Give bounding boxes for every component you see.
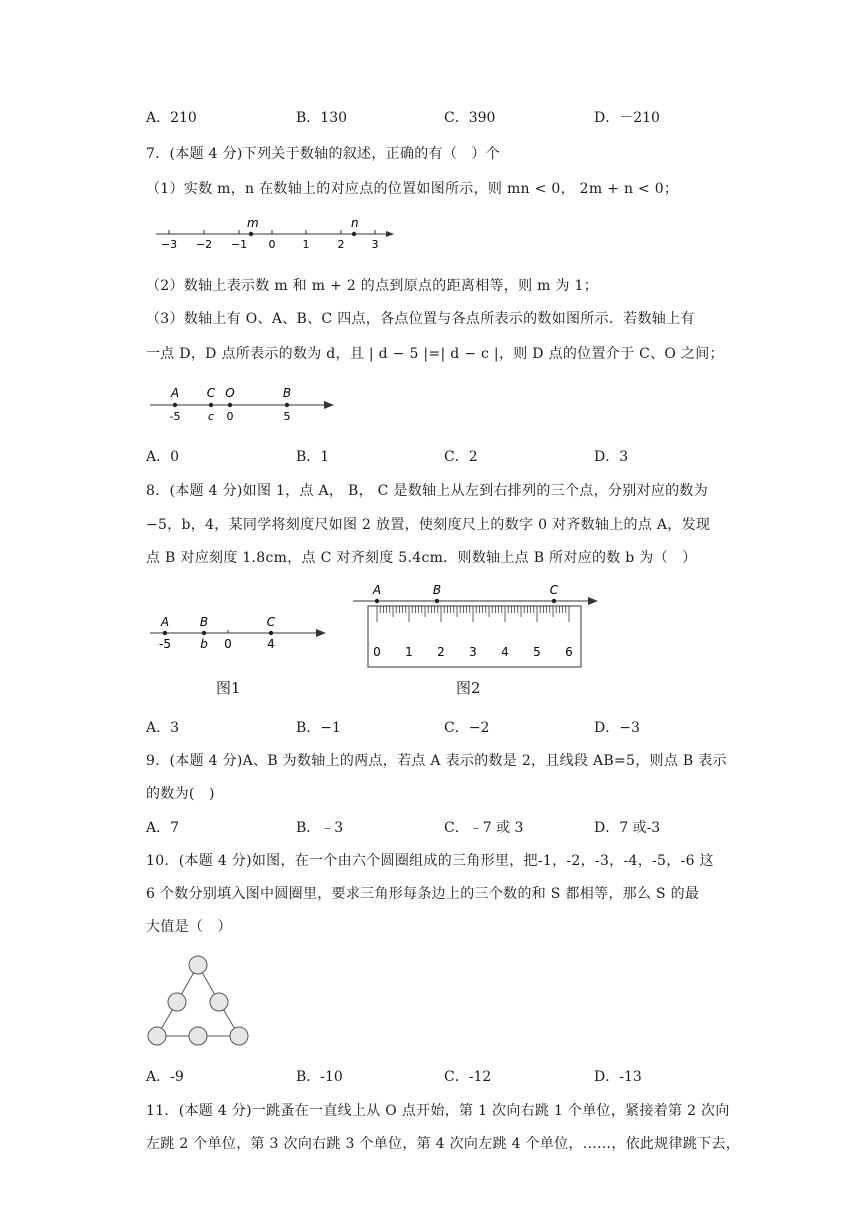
q6-option-b: B．130 [296,110,348,126]
tick-0: 0 [268,238,276,251]
tick-neg2: −2 [195,238,213,251]
q10-option-d: D．-13 [594,1069,642,1085]
tick-neg1: −1 [230,238,248,251]
circle-mid-left [168,993,186,1011]
scale-3: 3 [469,645,477,659]
q8-option-a: A．3 [146,720,180,736]
point-m-label: m [247,216,259,230]
tick-1: 1 [302,238,310,251]
q7-option-d: D．3 [594,449,629,465]
circle-top [189,956,207,974]
label-B: B [282,386,292,400]
q6-option-c: C．390 [444,110,496,126]
fig1-value-4: 4 [267,637,275,651]
fig2-label-A: A [372,583,382,597]
q10-triangle-of-circles [146,954,251,1049]
value-c: c [207,410,215,423]
fig2-label-B: B [432,583,442,597]
q9-option-d: D．7 或-3 [594,820,661,836]
q6-option-a: A．210 [146,110,197,126]
q11-line-2: 左跳 2 个单位，第 3 次向右跳 3 个单位，第 4 次向左跳 4 个单位，……，依此规律跳下去， [146,1136,741,1152]
q7-header: 7．(本题 4 分)下列关于数轴的叙述，正确的有（ ）个 [146,146,501,162]
q8-option-b: B．−1 [296,720,341,736]
q8-figure-2-ruler [350,580,605,670]
q7-option-b: B．1 [296,449,330,465]
fig1-value-0: 0 [224,637,232,651]
scale-6: 6 [565,645,573,659]
q10-option-c: C．-12 [444,1069,492,1085]
q7-option-c: C．2 [444,449,478,465]
q9-line-2: 的数为( ) [146,786,215,802]
q7-number-line-mn [150,212,400,252]
fig1-value-neg5: -5 [159,637,171,651]
q9-line-1: 9．(本题 4 分)A、B 为数轴上的两点，若点 A 表示的数是 2，且线段 AB=5，则点 B 表示 [146,753,727,769]
q7-statement-3a: （3）数轴上有 O、A、B、C 四点，各点位置与各点所表示的数如图所示．若数轴上有 [146,311,695,327]
q10-option-b: B．-10 [296,1069,343,1085]
circle-mid-right [210,993,228,1011]
q8-option-d: D．−3 [594,720,640,736]
circle-bottom-right [230,1027,248,1045]
q10-line-2: 6 个数分别填入图中圆圈里，要求三角形每条边上的三个数的和 S 都相等，那么 S 的最 [146,886,700,902]
q7-statement-3b: 一点 D，D 点所表示的数为 d，且 | d − 5 |=| d − c |，则 D 点的位置介于 C、O 之间； [146,346,724,362]
label-A: A [170,386,180,400]
circle-bottom-left [148,1027,166,1045]
q11-line-1: 11．(本题 4 分)一跳蚤在一直线上从 O 点开始，第 1 次向右跳 1 个单位，紧接着第 2 次向 [146,1103,730,1119]
label-C: C [206,386,216,400]
fig1-label-A: A [160,615,170,629]
point-n-label: n [351,216,359,230]
q7-number-line-acob [146,384,341,426]
q7-statement-2: （2）数轴上表示数 m 和 m + 2 的点到原点的距离相等，则 m 为 1； [146,278,599,294]
circle-bottom-mid [189,1027,207,1045]
tick-3: 3 [371,238,379,251]
q9-option-b: B．﹣3 [296,820,344,836]
value-0: 0 [226,410,234,423]
fig1-label-C: C [266,615,276,629]
q8-figure-1-caption: 图1 [216,679,241,697]
q9-option-c: C．﹣7 或 3 [444,820,524,836]
fig1-label-B: B [199,615,209,629]
q8-line-1: 8．(本题 4 分)如图 1，点 A， B， C 是数轴上从左到右排列的三个点，分别对应的数为 [146,483,709,499]
scale-1: 1 [405,645,413,659]
fig2-label-C: C [549,583,559,597]
q8-option-c: C．−2 [444,720,490,736]
scale-4: 4 [501,645,509,659]
label-O: O [225,386,235,400]
scale-5: 5 [533,645,541,659]
scale-2: 2 [437,645,445,659]
q8-line-3: 点 B 对应刻度 1.8cm，点 C 对齐刻度 5.4cm．则数轴上点 B 所对应的数 b 为（ ） [146,550,697,566]
value-5: 5 [283,410,291,423]
q6-option-d: D．－210 [594,110,660,126]
q8-figure-2-caption: 图2 [456,679,481,697]
q7-option-a: A．0 [146,449,180,465]
tick-neg3: −3 [160,238,178,251]
q10-line-1: 10．(本题 4 分)如图，在一个由六个圆圈组成的三角形里，把-1，-2，-3，-4，-5，-6 这 [146,853,714,869]
q7-statement-1: （1）实数 m，n 在数轴上的对应点的位置如图所示，则 mn < 0， 2m + n < 0； [146,181,679,197]
q10-option-a: A．-9 [146,1069,184,1085]
fig1-value-b: b [200,637,208,651]
q9-option-a: A．7 [146,820,180,836]
q10-line-3: 大值是（ ） [146,919,232,935]
tick-2: 2 [337,238,345,251]
q8-figure-1-number-line [148,614,333,656]
q8-line-2: −5，b，4，某同学将刻度尺如图 2 放置，使刻度尺上的数字 0 对齐数轴上的点 A，发现 [146,517,711,533]
value-neg5: -5 [169,410,181,423]
scale-0: 0 [373,645,381,659]
